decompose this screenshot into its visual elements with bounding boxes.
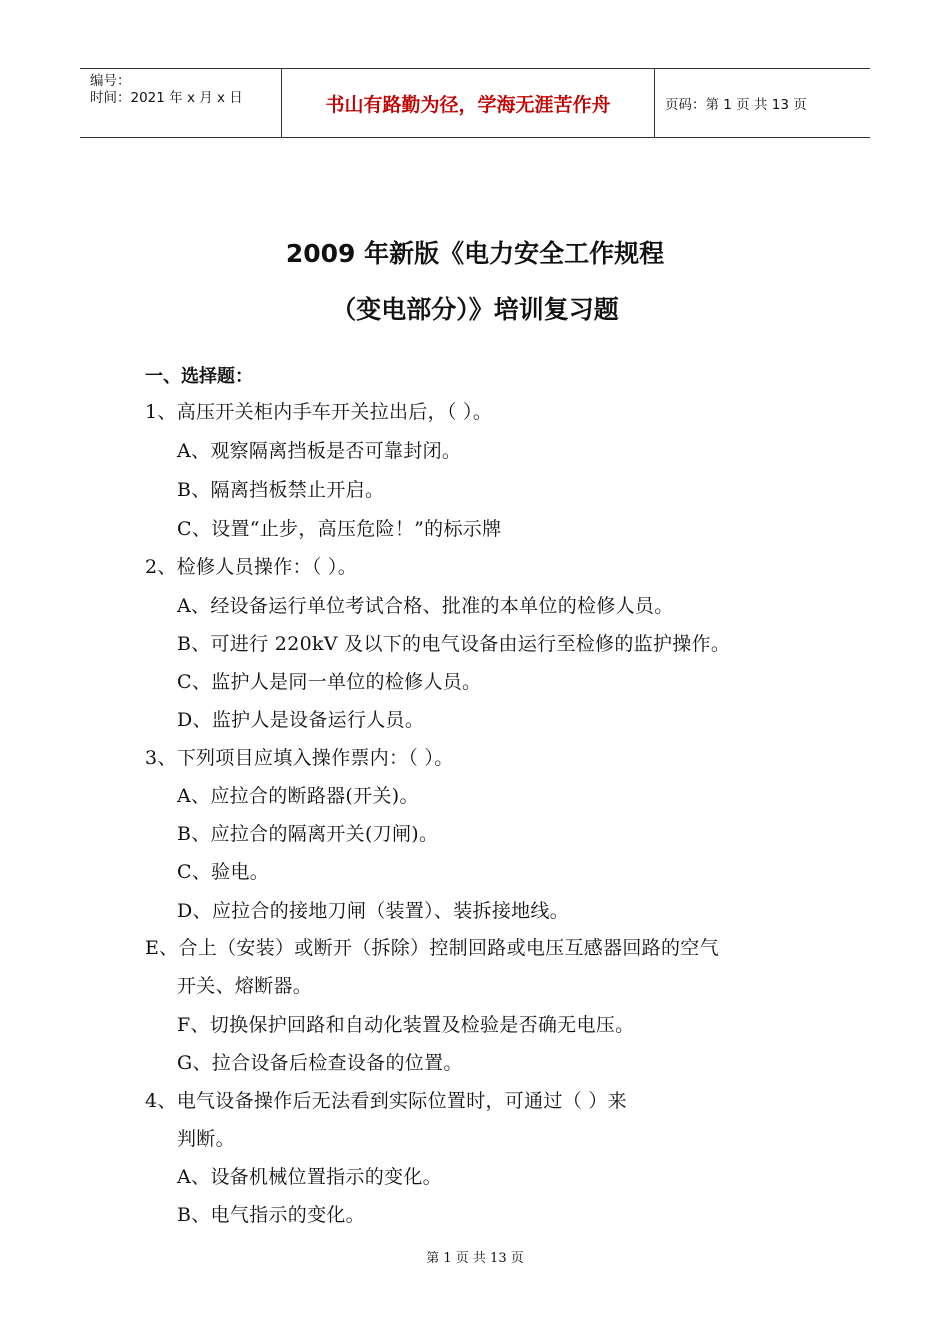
option-line-continuation: 开关、熔断器。 xyxy=(177,975,313,997)
header-page-info: 页码：第 1 页 共 13 页 xyxy=(665,97,807,113)
option-line: C、验电。 xyxy=(177,861,270,883)
option-line: A、设备机械位置指示的变化。 xyxy=(177,1166,442,1188)
date-label: 时间：2021 年 x 月 x 日 xyxy=(90,90,243,106)
option-line: C、设置“止步，高压危险！”的标示牌 xyxy=(177,518,502,540)
option-line: F、切换保护回路和自动化装置及检验是否确无电压。 xyxy=(177,1014,635,1036)
number-label: 编号： xyxy=(90,73,131,89)
header-table xyxy=(80,68,870,138)
header-motto: 书山有路勤为径，学海无涯苦作舟 xyxy=(282,69,655,137)
header-meta xyxy=(80,69,282,137)
option-line: B、可进行 220kV 及以下的电气设备由运行至检修的监护操作。 xyxy=(177,633,731,655)
option-line: A、观察隔离挡板是否可靠封闭。 xyxy=(177,440,462,462)
document-title-line2: （变电部分）》培训复习题 xyxy=(331,295,619,324)
option-line: A、应拉合的断路器(开关)。 xyxy=(177,785,419,807)
document-title-line1: 2009 年新版《电力安全工作规程 xyxy=(285,239,665,268)
question-line: 3、下列项目应填入操作票内：（ ）。 xyxy=(145,747,454,769)
option-line: C、监护人是同一单位的检修人员。 xyxy=(177,671,482,693)
option-line: G、拉合设备后检查设备的位置。 xyxy=(177,1052,463,1074)
option-line: B、隔离挡板禁止开启。 xyxy=(177,479,385,501)
question-line: 1、高压开关柜内手车开关拉出后，（ ）。 xyxy=(145,401,493,423)
option-line: D、应拉合的接地刀闸（装置）、装拆接地线。 xyxy=(177,900,570,922)
option-line: D、监护人是设备运行人员。 xyxy=(177,709,425,731)
question-line: 4、电气设备操作后无法看到实际位置时，可通过（ ）来 xyxy=(145,1090,627,1112)
option-line: B、应拉合的隔离开关(刀闸)。 xyxy=(177,823,439,845)
option-line: E、合上（安装）或断开（拆除）控制回路或电压互感器回路的空气 xyxy=(145,937,719,959)
question-line-continuation: 判断。 xyxy=(177,1128,235,1150)
question-line: 2、检修人员操作：（ ）。 xyxy=(145,556,358,578)
section-heading: 一、选择题： xyxy=(145,366,253,387)
option-line: B、电气指示的变化。 xyxy=(177,1204,365,1226)
option-line: A、经设备运行单位考试合格、批准的本单位的检修人员。 xyxy=(177,595,674,617)
page-footer: 第 1 页 共 13 页 xyxy=(426,1251,524,1266)
